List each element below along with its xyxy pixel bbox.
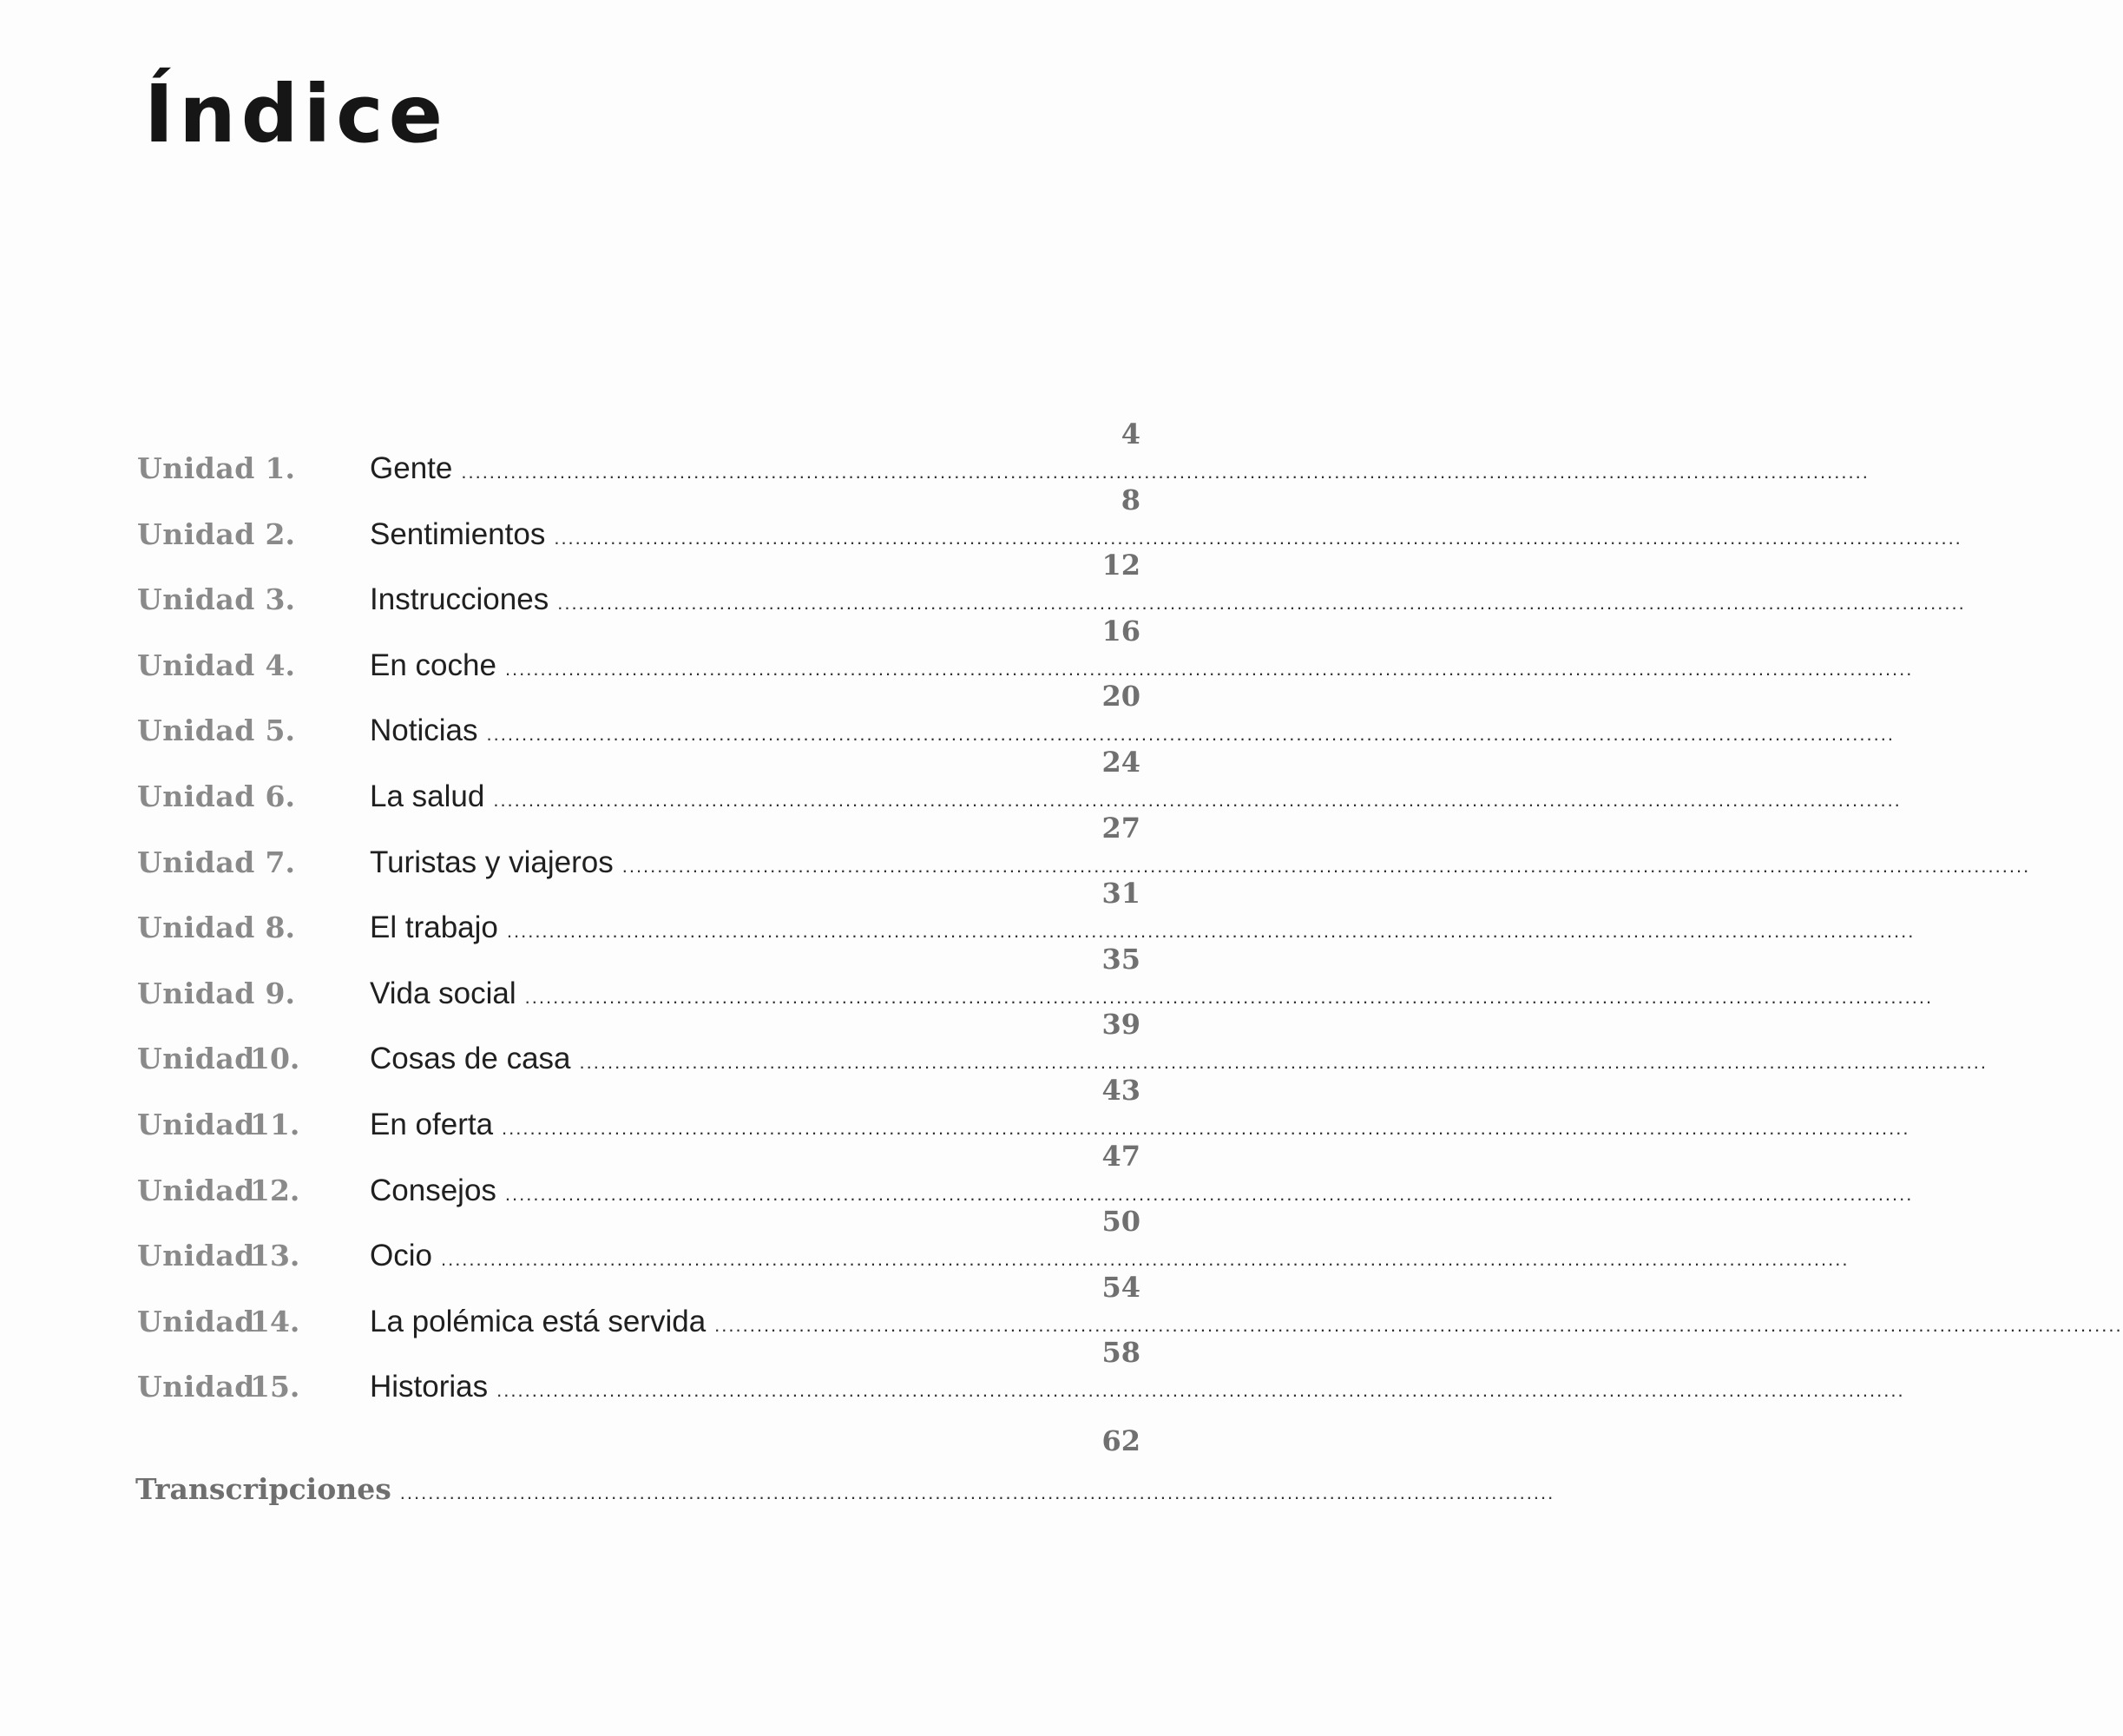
unit-label: Unidad bbox=[137, 1304, 255, 1338]
leader-dots: ........................................................................................................................................................................................................ bbox=[506, 920, 1916, 943]
page-number: 58 bbox=[1101, 1336, 1140, 1370]
page-number: 16 bbox=[1101, 614, 1140, 648]
toc-entry[interactable] bbox=[0, 483, 1962, 583]
unit-number: 13. bbox=[250, 1239, 300, 1273]
toc-entry[interactable] bbox=[0, 1205, 1850, 1305]
entry-title: En oferta bbox=[370, 1108, 494, 1141]
entry-leader bbox=[370, 1173, 1914, 1208]
unit-label: Unidad bbox=[137, 713, 255, 748]
entry-leader bbox=[370, 1108, 1910, 1142]
unit-number: 6. bbox=[265, 779, 295, 813]
page-number: 54 bbox=[1101, 1270, 1140, 1304]
page-number: 62 bbox=[1101, 1424, 1140, 1457]
unit-number: 15. bbox=[250, 1370, 300, 1404]
entry-title: Cosas de casa bbox=[370, 1042, 571, 1076]
page-number: 4 bbox=[1121, 418, 1140, 450]
entry-leader bbox=[370, 1304, 2123, 1339]
leader-dots: ........................................................................................................................................................................................................ bbox=[493, 789, 1902, 811]
toc-entry[interactable] bbox=[0, 1139, 1914, 1240]
entry-title: Turistas y viajeros bbox=[370, 845, 614, 879]
unit-number: 7. bbox=[265, 845, 295, 879]
unit-label: Unidad bbox=[137, 1239, 255, 1273]
page-number: 47 bbox=[1101, 1139, 1140, 1173]
leader-dots: ........................................................................................................................................................................................................ bbox=[554, 526, 1962, 549]
unit-label: Unidad bbox=[137, 1108, 255, 1141]
unit-label: Unidad bbox=[137, 845, 255, 879]
unit-label: Unidad bbox=[137, 1370, 255, 1404]
leader-dots: ........................................................................................................................................................................................................ bbox=[524, 985, 1934, 1008]
entry-title: Instrucciones bbox=[370, 582, 549, 617]
entry-leader bbox=[370, 582, 1966, 617]
entry-title: Sentimientos bbox=[370, 516, 546, 551]
unit-number: 14. bbox=[250, 1304, 300, 1338]
leader-dots: ........................................................................................................................................................................................................ bbox=[440, 1248, 1850, 1271]
leader-dots: ........................................................................................................................................................................................................ bbox=[621, 854, 2031, 877]
entry-leader bbox=[370, 911, 1916, 945]
unit-number: 12. bbox=[250, 1173, 300, 1207]
page-title: Índice bbox=[144, 68, 449, 161]
unit-label: Unidad bbox=[137, 516, 255, 551]
leader-dots: ........................................................................................................................................................................................................ bbox=[502, 1117, 1910, 1139]
unit-label: Unidad bbox=[137, 1173, 255, 1207]
entry-leader bbox=[370, 1239, 1850, 1273]
page-number: 31 bbox=[1101, 877, 1140, 911]
entry-title: Consejos bbox=[370, 1173, 496, 1207]
unit-number: 4. bbox=[265, 648, 295, 682]
unit-label: Unidad bbox=[137, 911, 255, 945]
entry-leader bbox=[370, 451, 1870, 486]
unit-label: Unidad bbox=[137, 779, 255, 813]
entry-title: La salud bbox=[370, 779, 485, 813]
unit-number: 9. bbox=[265, 976, 295, 1010]
page-number: 20 bbox=[1101, 680, 1140, 713]
unit-label: Unidad bbox=[137, 451, 255, 485]
entry-leader bbox=[370, 779, 1902, 814]
toc-entry[interactable] bbox=[0, 614, 1914, 714]
entry-leader bbox=[370, 713, 1895, 748]
unit-number: 11. bbox=[250, 1108, 300, 1141]
unit-number: 10. bbox=[250, 1042, 300, 1076]
page-number: 39 bbox=[1101, 1008, 1140, 1042]
unit-number: 5. bbox=[265, 713, 295, 748]
toc-entry[interactable] bbox=[0, 942, 1934, 1042]
leader-dots: ........................................................................................................................................................................................................ bbox=[504, 1182, 1914, 1205]
unit-number: 3. bbox=[265, 582, 295, 617]
entry-title: Gente bbox=[370, 451, 453, 485]
unit-label: Unidad bbox=[137, 582, 255, 617]
toc-entry[interactable] bbox=[0, 549, 1966, 648]
leader-dots: ........................................................................................................................................................................................................ bbox=[557, 592, 1966, 615]
page-number: 43 bbox=[1101, 1074, 1140, 1107]
toc-entry[interactable] bbox=[0, 1270, 2123, 1371]
unit-label: Unidad bbox=[137, 976, 255, 1010]
page-number: 12 bbox=[1101, 549, 1140, 582]
entry-title: Transcripciones bbox=[135, 1472, 391, 1506]
entry-title: Ocio bbox=[370, 1239, 432, 1273]
entry-leader bbox=[370, 845, 2031, 880]
toc-entry[interactable] bbox=[0, 418, 1870, 517]
entry-title: La polémica está servida bbox=[370, 1304, 707, 1338]
entry-title: Noticias bbox=[370, 713, 478, 748]
toc-entry[interactable] bbox=[0, 680, 1895, 779]
page-number: 27 bbox=[1101, 811, 1140, 845]
entry-leader bbox=[135, 1472, 1555, 1507]
toc-entry[interactable] bbox=[0, 1336, 1905, 1436]
entry-title: En coche bbox=[370, 648, 496, 682]
toc-entry-transcriptions[interactable] bbox=[0, 1424, 1555, 1524]
page-number: 8 bbox=[1121, 483, 1140, 516]
entry-leader bbox=[370, 1370, 1905, 1404]
entry-leader bbox=[370, 1042, 1988, 1076]
leader-dots: .................................................................................................................................................................... bbox=[399, 1482, 1555, 1503]
unit-number: 8. bbox=[265, 911, 295, 945]
toc-entry[interactable] bbox=[0, 877, 1916, 976]
entry-leader bbox=[370, 976, 1934, 1011]
unit-label: Unidad bbox=[137, 648, 255, 682]
toc-entry[interactable] bbox=[0, 746, 1902, 845]
leader-dots: ........................................................................................................................................................................................................ bbox=[504, 657, 1914, 680]
leader-dots: ........................................................................................................................................................................................................ bbox=[714, 1313, 2123, 1336]
leader-dots: ........................................................................................................................................................................................................ bbox=[579, 1051, 1988, 1074]
toc-entry[interactable] bbox=[0, 811, 2031, 911]
entry-title: Historias bbox=[370, 1370, 489, 1404]
page-number: 50 bbox=[1101, 1205, 1140, 1239]
leader-dots: ........................................................................................................................................................................................................ bbox=[461, 461, 1870, 483]
entry-leader bbox=[370, 516, 1962, 552]
entry-title: Vida social bbox=[370, 976, 516, 1010]
unit-number: 1. bbox=[265, 451, 295, 485]
unit-label: Unidad bbox=[137, 1042, 255, 1076]
unit-number: 2. bbox=[265, 516, 295, 551]
leader-dots: ........................................................................................................................................................................................................ bbox=[486, 723, 1895, 746]
entry-title: El trabajo bbox=[370, 911, 498, 945]
leader-dots: ........................................................................................................................................................................................................ bbox=[496, 1379, 1905, 1402]
toc-entry[interactable] bbox=[0, 1074, 1910, 1174]
toc-entry[interactable] bbox=[0, 1008, 1988, 1108]
page-number: 24 bbox=[1101, 746, 1140, 779]
entry-leader bbox=[370, 648, 1914, 683]
page-number: 35 bbox=[1101, 942, 1140, 976]
